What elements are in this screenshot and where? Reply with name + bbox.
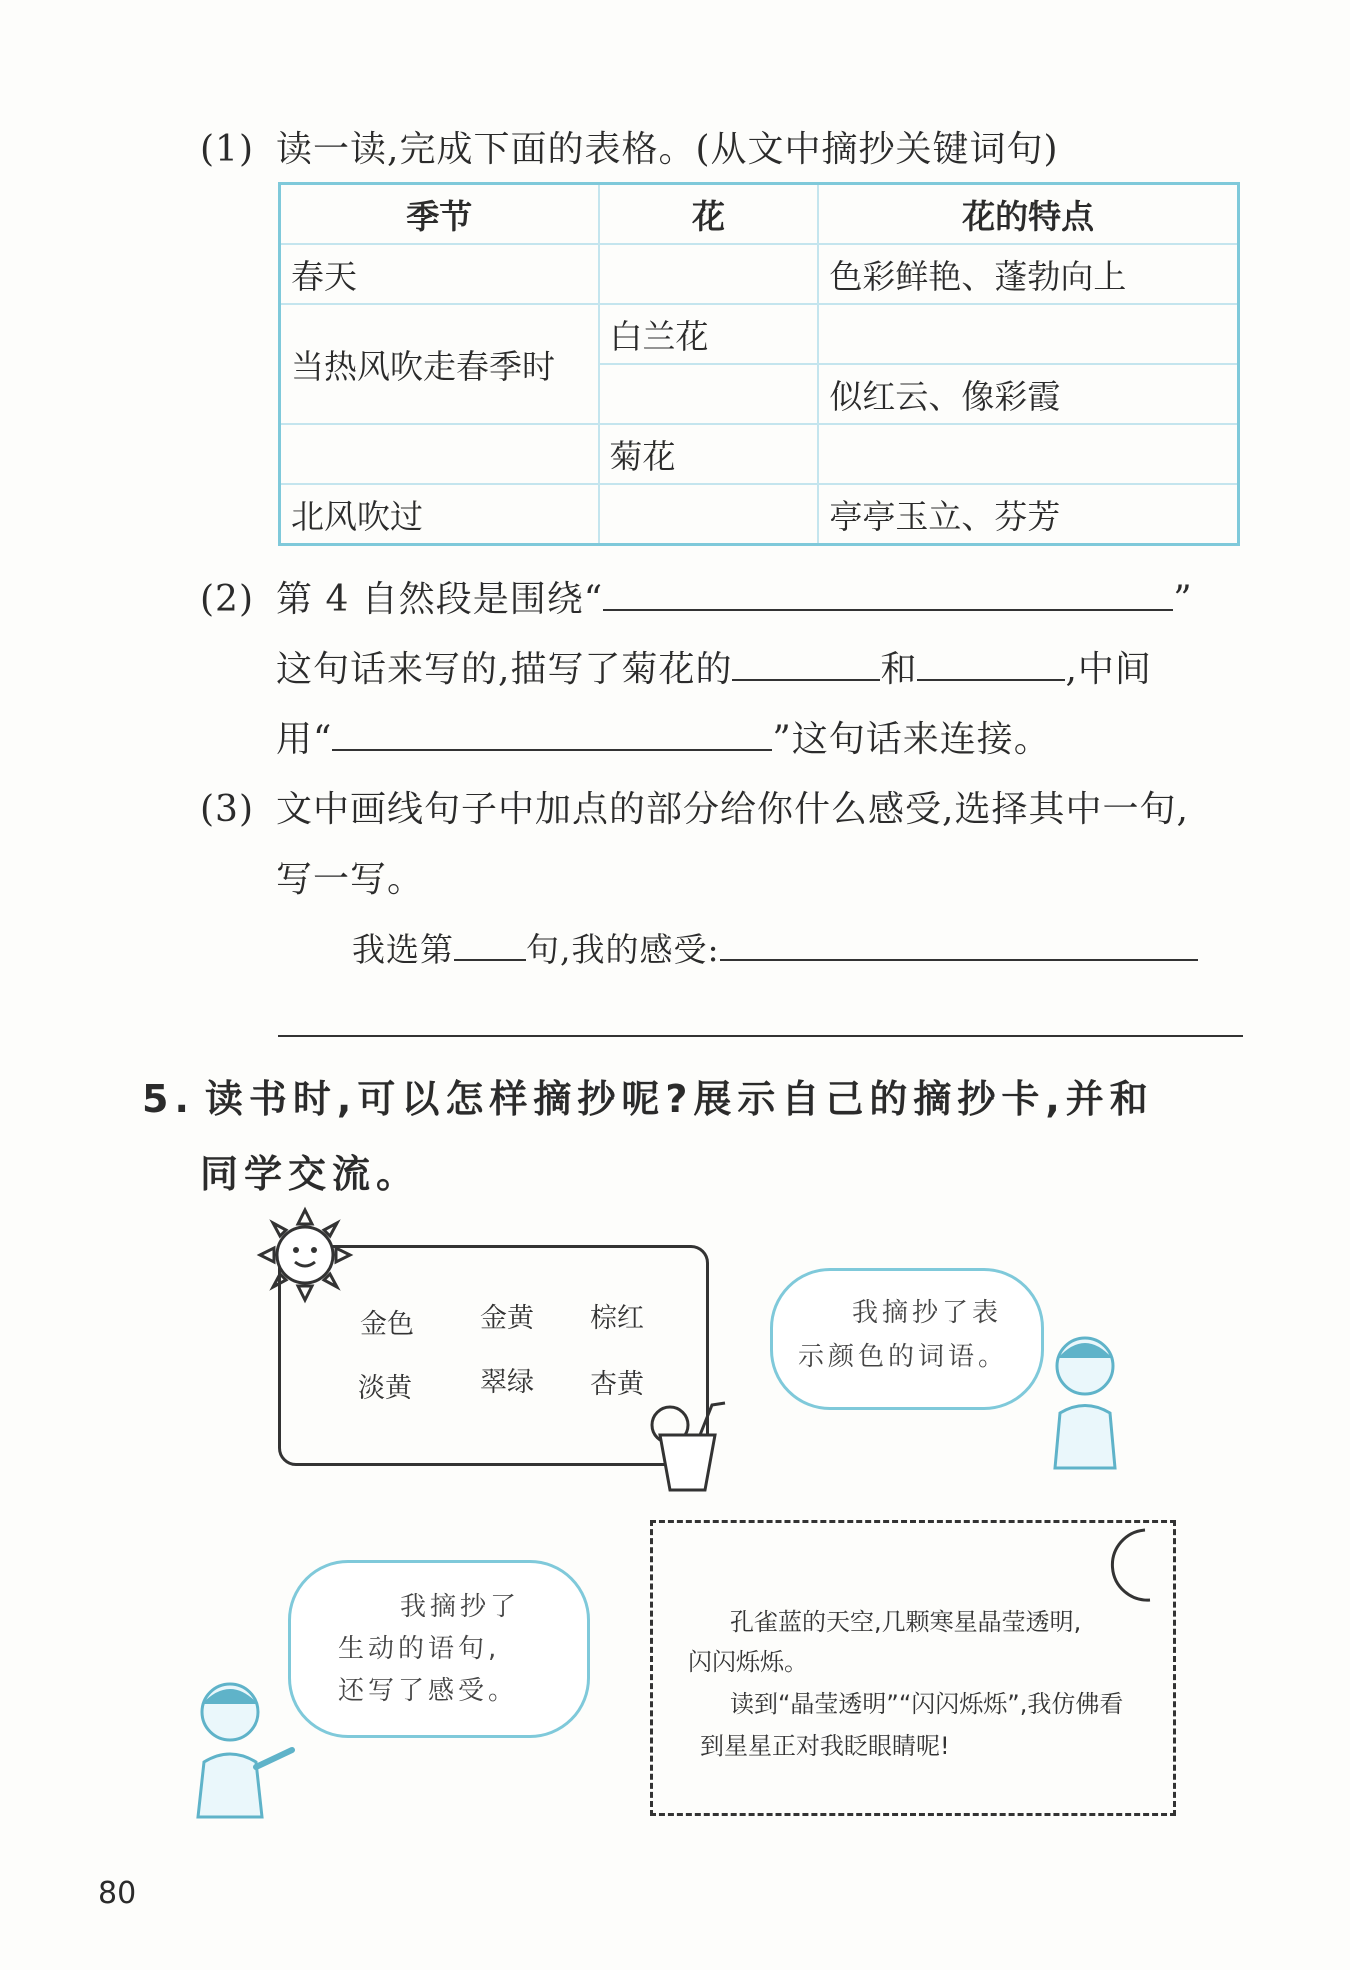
boy-pointing-icon — [180, 1672, 300, 1822]
boy-thinking-icon — [1040, 1328, 1130, 1478]
page-number: 80 — [98, 1876, 137, 1911]
q2-line3 — [276, 718, 1051, 762]
q3-number: (3) — [200, 789, 254, 830]
table-row — [280, 424, 1239, 484]
q3-line3 — [352, 928, 1198, 972]
table-cell: 北风吹过 — [280, 484, 599, 545]
table-cell-blank[interactable] — [599, 364, 819, 424]
q5-text1: 读书时,可以怎样摘抄呢?展示自己的摘抄卡,并和 — [204, 1077, 1154, 1121]
header-feature: 花的特点 — [818, 184, 1238, 245]
table-cell: 菊花 — [599, 424, 819, 484]
q2-blank-1[interactable] — [732, 649, 880, 681]
bubble2-line2: 生动的语句, — [338, 1634, 501, 1664]
table-cell-blank[interactable] — [818, 424, 1238, 484]
q3-blank-feeling[interactable] — [720, 929, 1198, 961]
q2-text2a: 这句话来写的,描写了菊花的 — [276, 649, 733, 690]
moon-icon — [1100, 1520, 1170, 1610]
q2-blank-2[interactable] — [917, 649, 1065, 681]
q2-line2 — [276, 648, 1152, 692]
q3-line2: 写一写。 — [276, 859, 425, 900]
card1-word: 棕红 — [590, 1303, 644, 1334]
card1-word: 杏黄 — [590, 1369, 644, 1400]
flower-table — [278, 182, 1240, 546]
card2-line2: 闪闪烁烁。 — [688, 1648, 808, 1676]
drink-cup-icon — [640, 1395, 730, 1495]
card1-word: 金色 — [360, 1309, 414, 1340]
q5-number: 5. — [142, 1077, 195, 1121]
table-cell-blank[interactable] — [599, 484, 819, 545]
table-header-row — [280, 184, 1239, 245]
q2-number: (2) — [200, 579, 254, 620]
table-cell: 似红云、像彩霞 — [818, 364, 1238, 424]
card2-line1: 孔雀蓝的天空,几颗寒星晶莹透明, — [730, 1608, 1082, 1636]
q1-text: 读一读,完成下面的表格。(从文中摘抄关键词句) — [276, 129, 1059, 170]
q3-line1 — [200, 788, 1189, 832]
card2-line4: 到星星正对我眨眼睛呢! — [700, 1732, 950, 1760]
table-cell-blank[interactable] — [599, 244, 819, 304]
q2-text3a: 用“ — [276, 719, 333, 760]
q3-text3b: 句,我的感受: — [526, 930, 720, 969]
q3-text1: 文中画线句子中加点的部分给你什么感受,选择其中一句, — [276, 789, 1189, 830]
table-cell: 春天 — [280, 244, 599, 304]
table-cell: 色彩鲜艳、蓬勃向上 — [818, 244, 1238, 304]
table-cell-blank[interactable] — [818, 304, 1238, 364]
bubble1-line2: 示颜色的词语。 — [798, 1342, 1009, 1372]
q2-text1: 第 4 自然段是围绕“ — [276, 579, 604, 620]
table-cell: 亭亭玉立、芬芳 — [818, 484, 1238, 545]
table-cell: 当热风吹走春季时 — [280, 304, 599, 424]
header-season: 季节 — [280, 184, 599, 245]
q3-answer-line[interactable] — [278, 1035, 1243, 1037]
q2-blank-sentence[interactable] — [603, 579, 1173, 611]
q2-blank-3[interactable] — [332, 719, 772, 751]
card1-word: 淡黄 — [358, 1373, 412, 1404]
q3-blank-number[interactable] — [454, 929, 526, 961]
q2-line1 — [200, 578, 1193, 622]
q2-text2c: ,中间 — [1065, 649, 1152, 690]
table-row — [280, 484, 1239, 545]
bubble2-line3: 还写了感受。 — [338, 1676, 519, 1706]
bubble2-line1: 我摘抄了 — [400, 1592, 521, 1622]
table-cell: 白兰花 — [599, 304, 819, 364]
table-cell-blank[interactable] — [280, 424, 599, 484]
card2-line3: 读到“晶莹透明”“闪闪烁烁”,我仿佛看 — [730, 1690, 1124, 1718]
q5-line2: 同学交流。 — [200, 1152, 421, 1196]
q1-prompt — [200, 128, 1059, 172]
sun-icon — [250, 1200, 360, 1310]
card1-word: 翠绿 — [480, 1367, 534, 1398]
table-row — [280, 304, 1239, 364]
q1-number: (1) — [200, 129, 254, 170]
q3-text3a: 我选第 — [352, 930, 454, 969]
q5-line1 — [142, 1068, 1154, 1123]
q2-quote-end: ” — [1173, 579, 1193, 620]
q2-text2b: 和 — [880, 649, 918, 690]
table-row — [280, 244, 1239, 304]
q2-text3b: ”这句话来连接。 — [772, 719, 1051, 760]
bubble1-line1: 我摘抄了表 — [852, 1298, 1003, 1328]
card1-word: 金黄 — [480, 1303, 534, 1334]
header-flower: 花 — [599, 184, 819, 245]
